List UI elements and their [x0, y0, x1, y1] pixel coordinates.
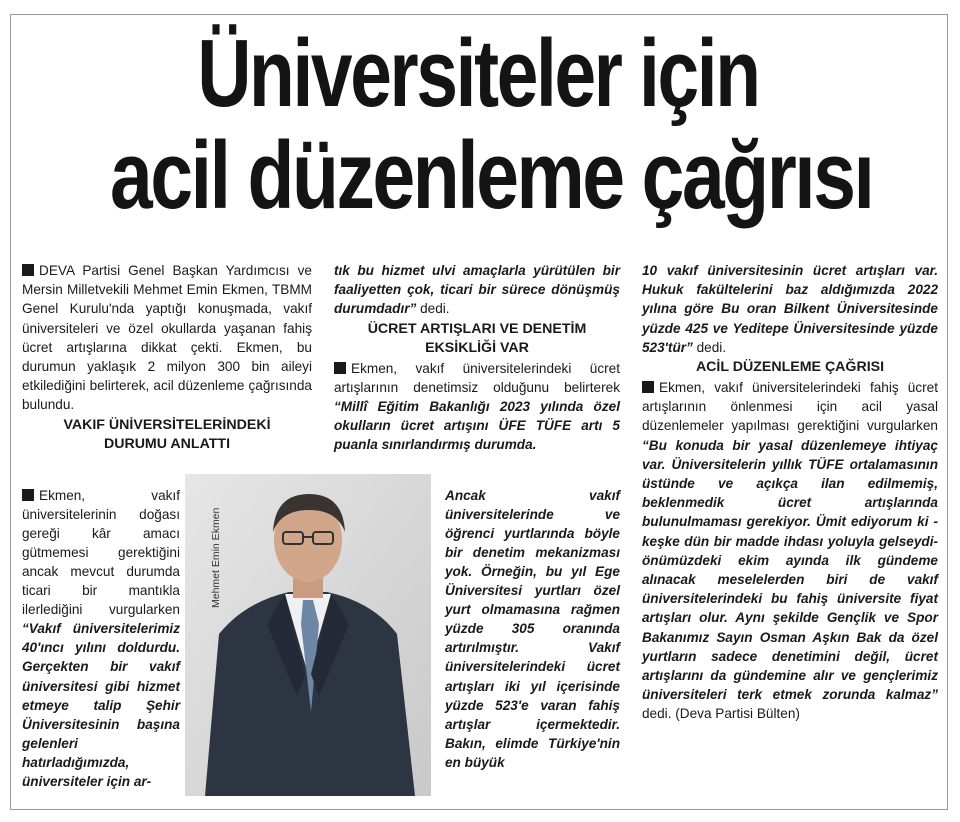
subhead-ucret: ÜCRET ARTIŞLARI VE DENETİM EKSİKLİĞİ VAR: [367, 320, 587, 356]
col2-wrap-quote: Ancak vakıf üniversitelerinde ve öğrenci yurtlarında böyle bir denetim mekanizması yok. Örneğin, bu yıl Ege Üniversitesi yurtları özel yurt olmamasına rağmen yüzde 305 oranında artırılmıştır. Vakıf üniversitelerindeki ücret artışları iki yıl içerisinde yüzde 523'e varan fahiş artışlar içermektedir. Bakın, elimde Türkiye'nin en büyük: [445, 487, 620, 770]
headline-line-2: acil düzenleme çağrısı: [110, 122, 873, 229]
subhead-vakif: VAKIF ÜNİVERSİTELERİNDEKİ DURUMU ANLATTI: [63, 416, 271, 452]
column-1: [22, 261, 312, 455]
col3-quote-tail: dedi.: [692, 339, 727, 355]
column-2: [334, 261, 620, 455]
col3-p-plain: Ekmen, vakıf üniversitelerindeki fahiş ücret artışlarının önlenmesi için acil yasal düzenlemeler yapılması gerektiğini vurgularken: [642, 380, 938, 434]
col2-quote-tail: dedi.: [416, 301, 450, 317]
col3-quote-cont: 10 vakıf üniversitesinin ücret artışları var. Hukuk fakültelerini baz aldığımızda 2022 yılına göre Bu oran Bilkent Üniversitesinde yüzde 425 ve Yeditepe Üniversitesinde yüzde 523'tür”: [642, 263, 938, 355]
paragraph-marker-icon: [642, 381, 654, 393]
paragraph-marker-icon: [22, 264, 34, 276]
paragraph-marker-icon: [334, 362, 346, 374]
col3-p-quote: “Bu konuda bir yasal düzenlemeye ihtiyaç var. Üniversitelerin yıllık TÜFE ortalamasının üstünde ve açıkça ilan edilmemiş, beklenmedik ücret artışlarında bulunulmaması gerekiyor. Ümit ediyorum ki -keşke dün bir madde ihdası yoluyla gelseydi- önümüzdeki ekim ayında ilk gündeme alınacak meselelerden biri de vakıf üniversitelerindeki bu fahiş üniversite fiyat artışları olur. Aynı şekilde Gençlik ve Spor Bakanımız Sayın Osman Aşkın Bak da özel yurtların sadece denetimini değil, ücret artışlarını da gündemine alır ve gençlerimiz üniversiteleri terk etmek zorunda kalmaz”: [642, 437, 938, 703]
intro-paragraph: [22, 261, 312, 415]
headline-line-1: Üniversiteler için: [197, 20, 759, 127]
col2-p-plain: Ekmen, vakıf üniversitelerindeki ücret artışlarının denetimsiz olduğunu belirterek: [334, 360, 620, 395]
col3-p-tail: dedi. (Deva Partisi Bülten): [642, 706, 800, 722]
col2-p-quote: “Millî Eğitim Bakanlığı 2023 yılında özel okulların ücret artışını ÜFE TÜFE artı 5 puanla sınırlandırmış durumda.: [334, 399, 620, 453]
col1-p2-quote: “Vakıf üniversitelerimiz 40'ıncı yılını doldurdu. Gerçekten bir vakıf üniversitesi gibi hizmet etmeye talip Şehir Üniversitesinin başına gelenleri hatırladığımızda, üniversiteler için ar-: [22, 621, 180, 789]
intro-text: DEVA Partisi Genel Başkan Yardımcısı ve Mersin Milletvekili Mehmet Emin Ekmen, TBMM Genel Kurulu'nda yaptığı konuşmada, vakıf üniversiteleri ve özel okullarda yaşanan fahiş ücret artışlarına dikkat çekti. Ekmen, bu durumun yaklaşık 2 milyon 300 bin aileyi etkilediğini belirterek, acil düzenleme çağrısında bulundu.: [22, 263, 312, 413]
column-1-wrap: [22, 472, 180, 805]
col1-p2-plain: Ekmen, vakıf üniversitelerinin doğası gereği kâr amacı gütmemesi gerektiğini ancak mevcut durumda ticari bir mantıkla ilerlediğini vurgularken: [22, 487, 180, 618]
subhead-acil: ACİL DÜZENLEME ÇAĞRISI: [695, 359, 885, 376]
paragraph-marker-icon: [22, 489, 34, 501]
article-headline: [18, 20, 938, 229]
column-2-wrap: [445, 472, 620, 786]
photo-caption-text: Mehmet Emin Ekmen: [210, 507, 222, 608]
column-3: [642, 261, 938, 724]
col2-quote-cont: tık bu hizmet ulvi amaçlarla yürütülen bir faaliyetten çok, ticari bir sürece dönüşmüş durumdadır”: [334, 263, 620, 317]
photo-caption: [210, 488, 226, 608]
